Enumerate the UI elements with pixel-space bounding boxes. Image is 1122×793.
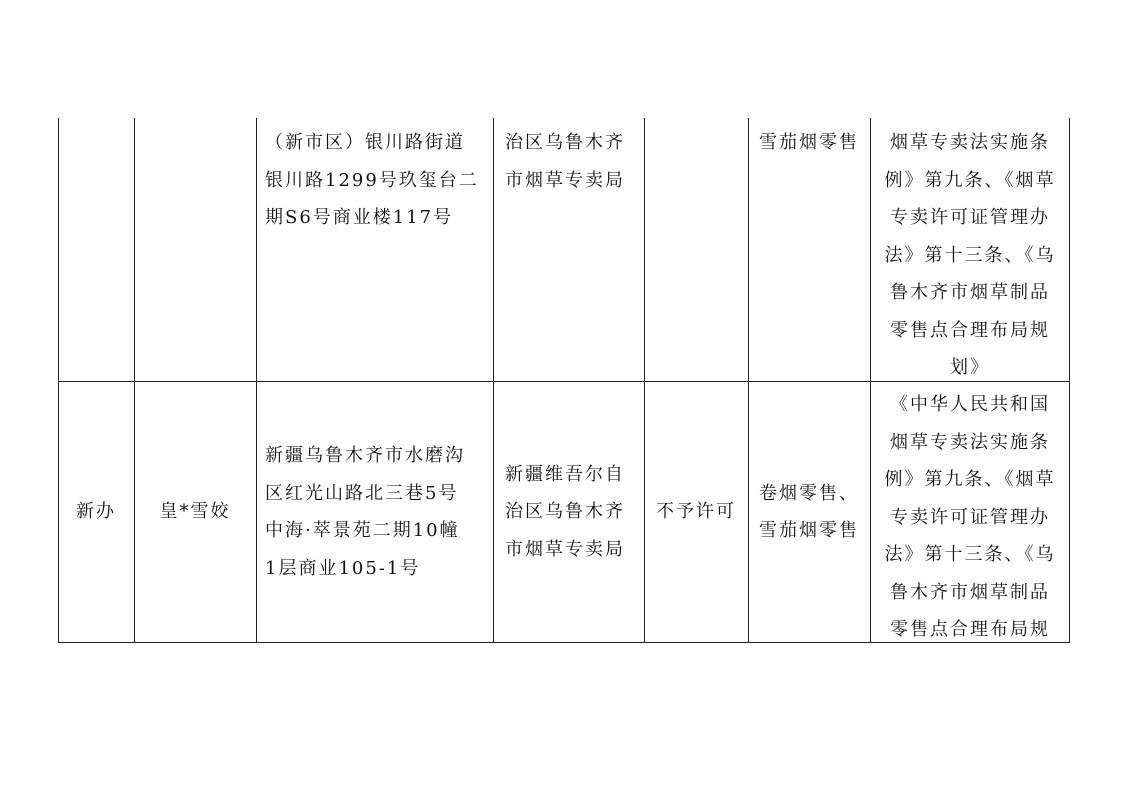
permit-table <box>58 118 1070 643</box>
table-row-1-scope: 雪茄烟零售 <box>759 132 859 153</box>
table-row-2-decision <box>644 382 748 642</box>
table-row-2-scope <box>748 382 870 642</box>
table-row-1-basis: 烟草专卖法实施条 例》第九条、《烟草 专卖许可证管理办 法》第十三条、《乌 鲁木齐市烟草制品 零售点合理布局规 划》 <box>884 132 1056 378</box>
table-row-2-scope-text: 卷烟零售、 雪茄烟零售 <box>759 482 859 541</box>
table-row-2-address <box>265 382 493 642</box>
table-row-2-index-text: 新办 <box>76 501 116 523</box>
table-row-2-name <box>134 382 256 642</box>
table-row-1-address: （新市区）银川路街道 银川路1299号玖玺台二 期S6号商业楼117号 <box>265 132 479 228</box>
table-row-2-address-text: 新疆乌鲁木齐市水磨沟 区红光山路北三巷5号 中海·萃景苑二期10幢 1层商业105-1号 <box>265 445 465 579</box>
table-row-2-basis: 《中华人民共和国 烟草专卖法实施条 例》第九条、《烟草 专卖许可证管理办 法》第十三条、《乌 鲁木齐市烟草制品 零售点合理布局规 <box>884 394 1056 640</box>
table-row-1-authority: 治区乌鲁木齐 市烟草专卖局 <box>505 132 625 191</box>
table-row-2-index <box>58 382 134 642</box>
table-row-2-decision-text: 不予许可 <box>656 501 736 523</box>
table-row-2-authority-text: 新疆维吾尔自 治区乌鲁木齐 市烟草专卖局 <box>505 463 625 560</box>
table-row-2-name-text: 皇*雪姣 <box>159 501 231 523</box>
table-row-2-authority <box>505 382 645 642</box>
